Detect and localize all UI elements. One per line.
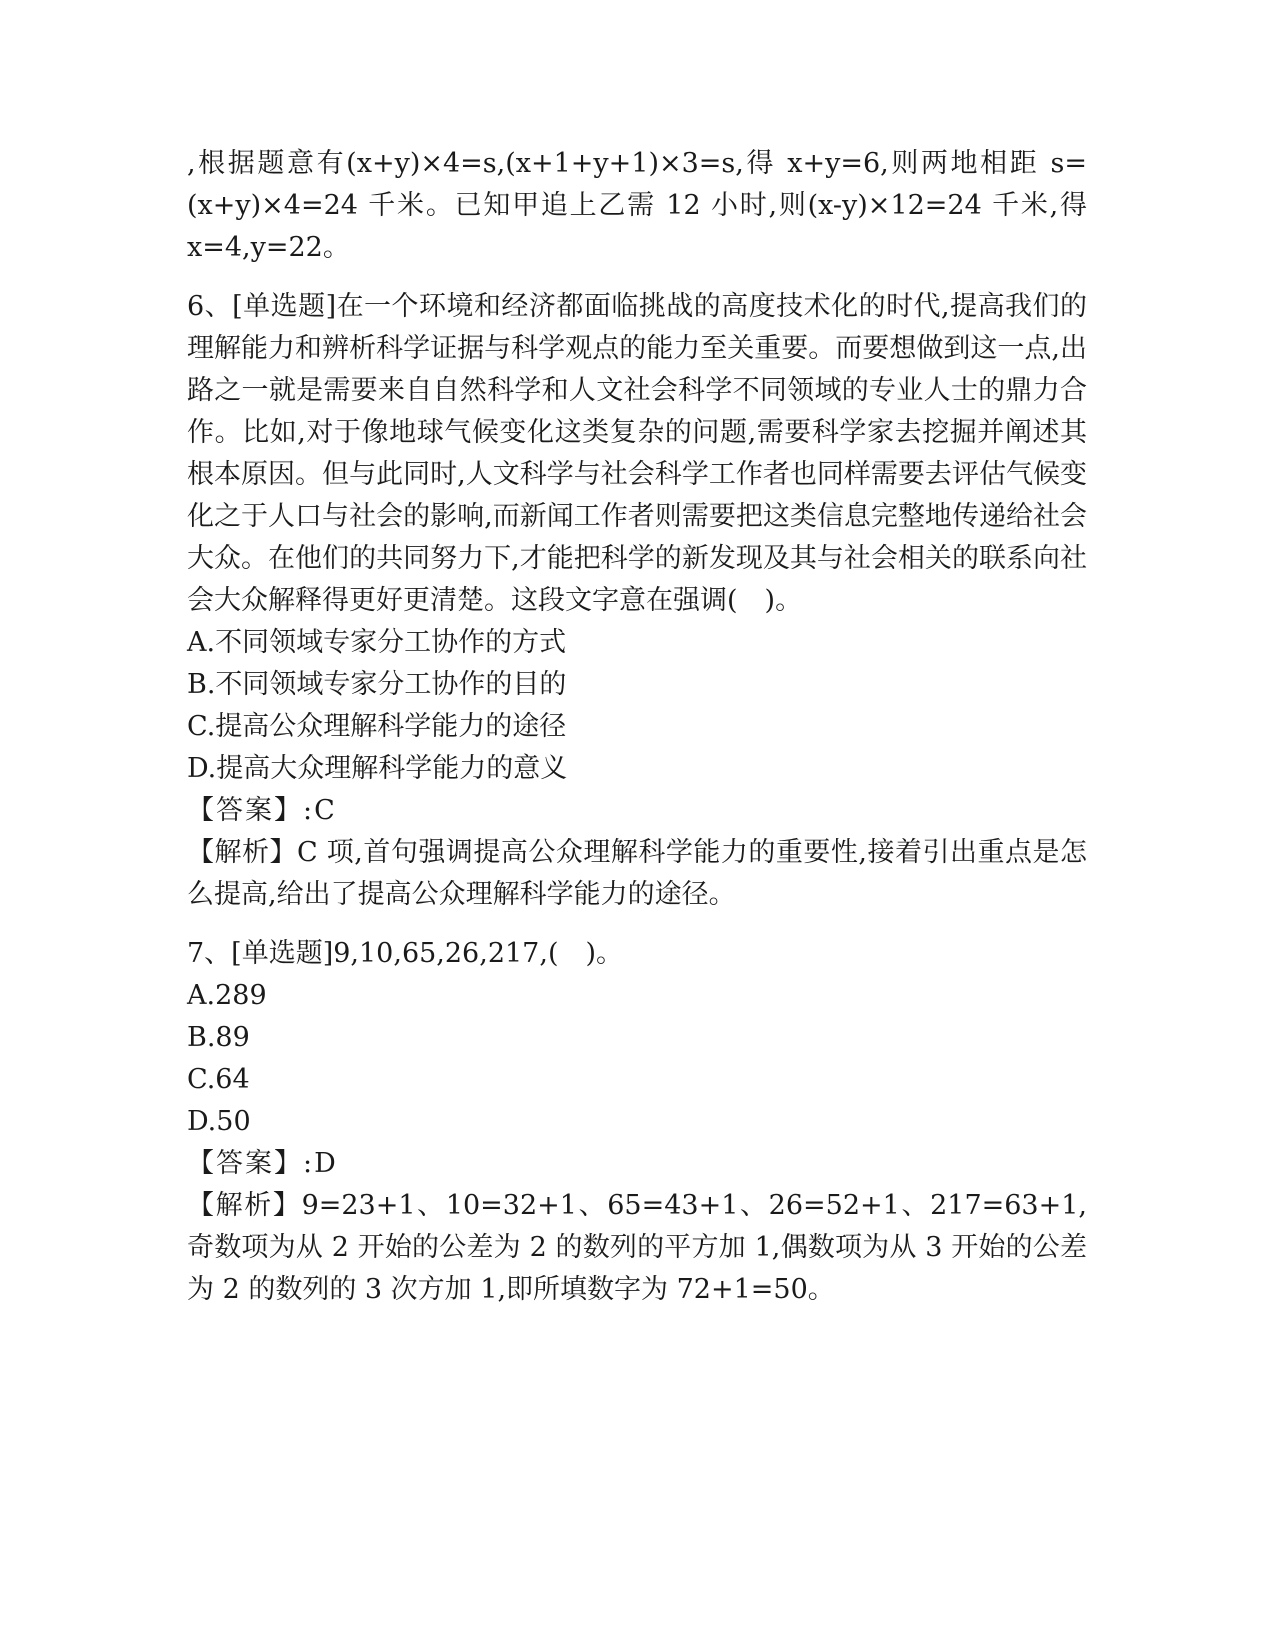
intro-paragraph: ,根据题意有(x+y)×4=s,(x+1+y+1)×3=s,得 x+y=6,则两地相距 s=(x+y)×4=24 千米。已知甲追上乙需 12 小时,则(x-y)×12=24 千米,得 x=4,y=22。 (187, 148, 1087, 263)
analysis-paragraph (187, 832, 1087, 916)
analysis-label: 【解析】 (187, 837, 298, 868)
answer-line (187, 790, 1087, 832)
option-c: C.提高公众理解科学能力的途径 (187, 711, 567, 742)
option-d: D.提高大众理解科学能力的意义 (187, 753, 568, 784)
answer-label: 【答案】: (187, 1148, 315, 1179)
option-c: C.64 (187, 1064, 250, 1095)
analysis-text: 9=23+1、10=32+1、65=43+1、26=52+1、217=63+1,奇数项为从 2 开始的公差为 2 的数列的平方加 1,偶数项为从 3 开始的公差为 2 的数列的 3 次方加 1,即所填数字为 72+1=50。 (187, 1190, 1087, 1305)
question-6 (187, 286, 1087, 916)
question-7 (187, 933, 1087, 1311)
answer-value: D (314, 1148, 336, 1179)
analysis-paragraph (187, 1185, 1087, 1311)
analysis-text: C 项,首句强调提高公众理解科学能力的重要性,接着引出重点是怎么提高,给出了提高公众理解科学能力的途径。 (187, 837, 1088, 910)
option-d: D.50 (187, 1106, 251, 1137)
option-a: A.289 (187, 980, 267, 1011)
question-stem: 7、[单选题]9,10,65,26,217,( )。 (187, 938, 624, 969)
option-b: B.89 (187, 1022, 250, 1053)
answer-line (187, 1143, 1087, 1185)
document-page (187, 143, 1087, 1311)
option-b: B.不同领域专家分工协作的目的 (187, 669, 567, 700)
question-stem: 6、[单选题]在一个环境和经济都面临挑战的高度技术化的时代,提高我们的理解能力和辨析科学证据与科学观点的能力至关重要。而要想做到这一点,出路之一就是需要来自自然科学和人文社会科学不同领域的专业人士的鼎力合作。比如,对于像地球气候变化这类复杂的问题,需要科学家去挖掘并阐述其根本原因。但与此同时,人文科学与社会科学工作者也同样需要去评估气候变化之于人口与社会的影响,而新闻工作者则需要把这类信息完整地传递给社会大众。在他们的共同努力下,才能把科学的新发现及其与社会相关的联系向社会大众解释得更好更清楚。这段文字意在强调( )。 (187, 291, 1087, 616)
analysis-label: 【解析】 (187, 1190, 302, 1221)
option-a: A.不同领域专家分工协作的方式 (187, 627, 567, 658)
answer-label: 【答案】: (187, 795, 315, 826)
answer-value: C (314, 795, 335, 826)
